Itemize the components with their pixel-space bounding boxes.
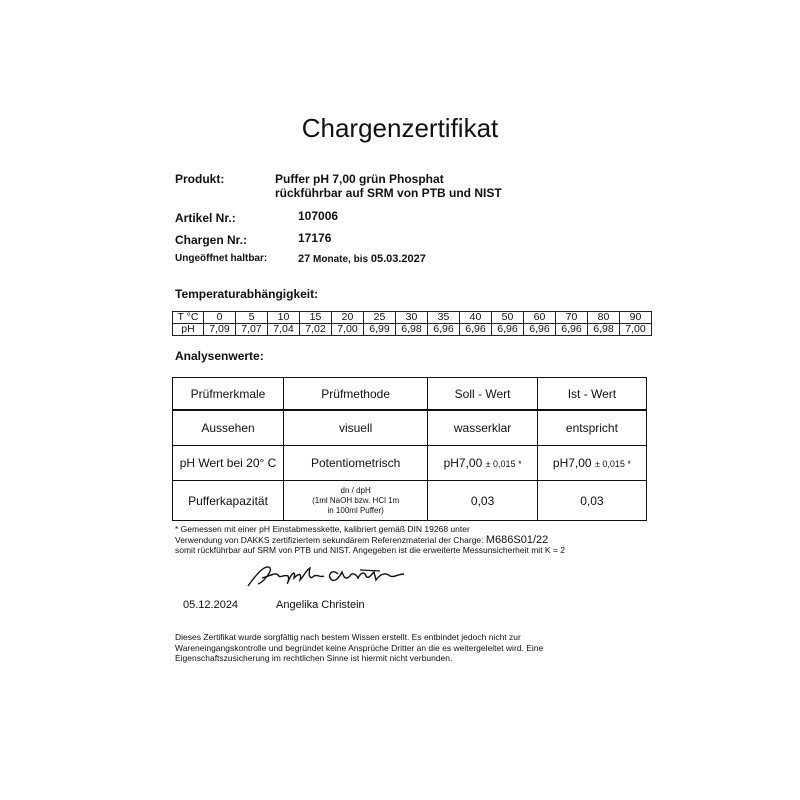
footnote-line-3: somit rückführbar auf SRM von PTB und NIST. Angegeben ist die erweiterte Messunsicherheit mit K = 2 <box>175 545 565 555</box>
signature-image <box>240 562 415 592</box>
feature-buffer-capacity: Pufferkapazität <box>173 481 284 521</box>
target-buffer-capacity: 0,03 <box>428 481 538 521</box>
ph-cell: 6,96 <box>492 324 524 336</box>
shelf-life-value <box>298 253 426 265</box>
temperature-row-label: T °C <box>173 312 204 324</box>
target-ph-tolerance: ± 0,015 * <box>485 459 522 469</box>
ph-cell: 7,07 <box>236 324 268 336</box>
page-title: Chargenzertifikat <box>301 113 499 143</box>
ph-cell: 6,99 <box>364 324 396 336</box>
footnote-line-1: * Gemessen mit einer pH Einstabmesskette, kalibriert gemäß DIN 19268 unter <box>175 524 470 534</box>
method-visual: visuell <box>284 410 428 446</box>
batch-number: 17176 <box>298 231 332 245</box>
method-potentiometric: Potentiometrisch <box>284 446 428 481</box>
feature-ph: pH Wert bei 20° C <box>173 446 284 481</box>
signatory-name: Angelika Christein <box>276 599 365 611</box>
ph-cell: 6,96 <box>556 324 588 336</box>
signature-date: 05.12.2024 <box>183 599 239 611</box>
table-row <box>173 481 647 521</box>
ph-cell: 7,00 <box>620 324 652 336</box>
disclaimer-line-1: Dieses Zertifikat wurde sorgfältig nach bestem Wissen erstellt. Es entbindet jedoch nicht zur <box>175 632 521 642</box>
temperature-row <box>173 312 652 324</box>
ph-cell: 6,98 <box>588 324 620 336</box>
target-ph <box>428 446 538 481</box>
ph-cell: 6,98 <box>396 324 428 336</box>
ph-cell: 6,96 <box>524 324 556 336</box>
actual-ph-tolerance: ± 0,015 * <box>594 459 631 469</box>
method-line-2: (1ml NaOH bzw. HCl 1m <box>312 495 400 505</box>
reference-charge: M686S01/22 <box>485 533 549 546</box>
temp-cell: 50 <box>492 312 524 324</box>
table-row <box>173 410 647 446</box>
feature-appearance: Aussehen <box>173 410 284 446</box>
analysis-table <box>172 377 647 521</box>
analysis-header-row <box>173 378 647 411</box>
temp-cell: 80 <box>588 312 620 324</box>
disclaimer-line-3: Eigenschaftszusicherung im rechtlichen Sinne ist hiermit nicht verbunden. <box>175 653 453 663</box>
article-number: 107006 <box>298 209 339 223</box>
ph-cell: 6,96 <box>460 324 492 336</box>
actual-ph <box>537 446 646 481</box>
temp-cell: 5 <box>236 312 268 324</box>
footnote <box>175 524 645 556</box>
ph-cell: 7,02 <box>300 324 332 336</box>
temp-cell: 10 <box>268 312 300 324</box>
footnote-line-2 <box>175 535 645 546</box>
target-ph-value: pH7,00 <box>443 456 483 470</box>
temp-cell: 35 <box>428 312 460 324</box>
shelf-life-months: 27 <box>298 253 311 265</box>
product-label: Produkt: <box>175 172 225 186</box>
table-row <box>173 446 647 481</box>
method-line-1: dn / dpH <box>340 485 371 495</box>
actual-appearance: entspricht <box>537 410 646 446</box>
temp-cell: 0 <box>204 312 236 324</box>
ph-cell: 7,04 <box>268 324 300 336</box>
header-target: Soll - Wert <box>428 378 538 411</box>
method-buffer-capacity <box>284 481 428 521</box>
actual-ph-value: pH7,00 <box>552 456 592 470</box>
target-appearance: wasserklar <box>428 410 538 446</box>
batch-label: Chargen Nr.: <box>175 233 248 247</box>
product-line-1: Puffer pH 7,00 grün Phosphat <box>275 172 444 186</box>
temp-cell: 30 <box>396 312 428 324</box>
temp-cell: 40 <box>460 312 492 324</box>
shelf-life-label: Ungeöffnet haltbar: <box>175 253 268 264</box>
temp-cell: 15 <box>300 312 332 324</box>
ph-cell: 6,96 <box>428 324 460 336</box>
shelf-life-date: 05.03.2027 <box>370 253 426 265</box>
temp-cell: 20 <box>332 312 364 324</box>
product-line-2: rückführbar auf SRM von PTB und NIST <box>275 186 502 200</box>
header-actual: Ist - Wert <box>537 378 646 411</box>
footnote-line-2-text: Verwendung von DAKKS zertifiziertem sekundärem Referenzmaterial der Charge: <box>175 534 484 545</box>
disclaimer-line-2: Wareneingangskontrolle und begründet keine Ansprüche Dritter an die es weitergeleitet wird. Eine <box>175 642 544 653</box>
shelf-life-text: Monate, bis <box>313 254 369 265</box>
temp-cell: 25 <box>364 312 396 324</box>
actual-buffer-capacity: 0,03 <box>537 481 646 521</box>
temperature-table <box>172 311 652 336</box>
disclaimer <box>175 632 625 664</box>
temperature-heading: Temperaturabhängigkeit: <box>175 287 319 301</box>
method-line-3: in 100ml Puffer) <box>327 505 384 515</box>
ph-cell: 7,00 <box>332 324 364 336</box>
article-label: Artikel Nr.: <box>175 211 236 225</box>
temp-cell: 90 <box>620 312 652 324</box>
header-method: Prüfmethode <box>284 378 428 411</box>
ph-row <box>173 324 652 336</box>
header-feature: Prüfmerkmale <box>173 378 284 411</box>
analysis-heading: Analysenwerte: <box>175 349 264 363</box>
temp-cell: 60 <box>524 312 556 324</box>
ph-cell: 7,09 <box>204 324 236 336</box>
temp-cell: 70 <box>556 312 588 324</box>
ph-row-label: pH <box>173 324 204 336</box>
